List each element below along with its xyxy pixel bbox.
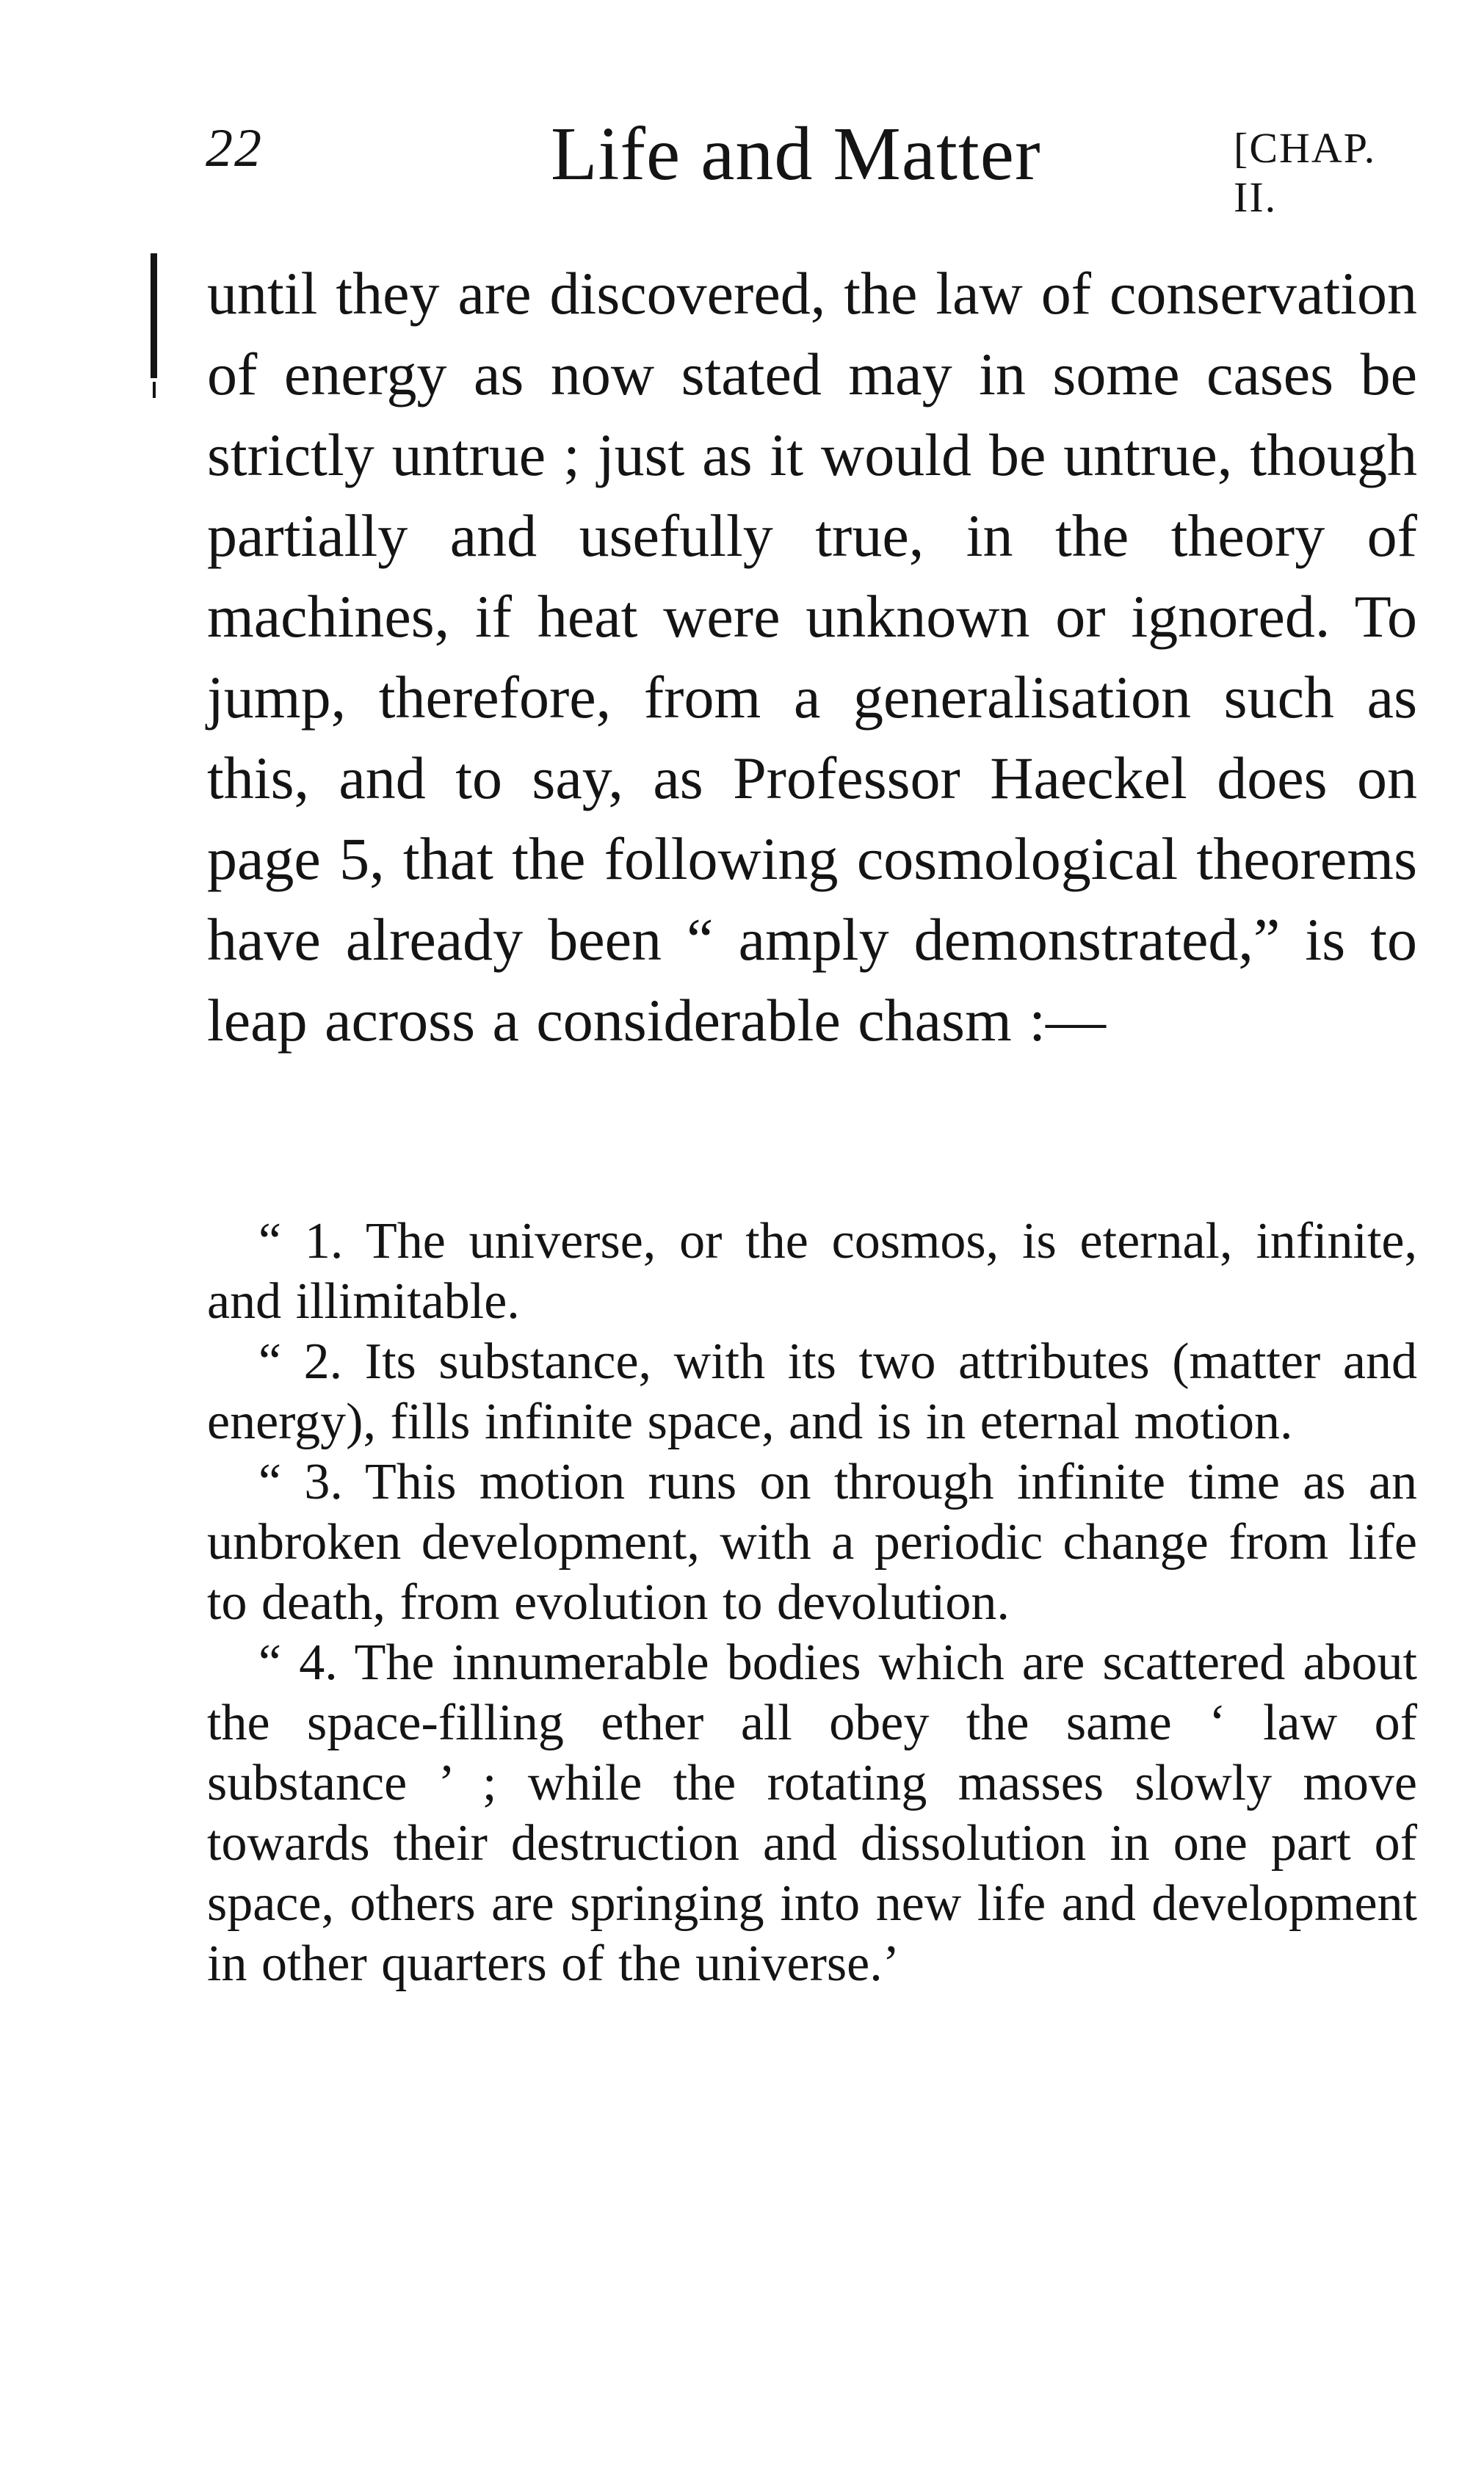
main-paragraph: until they are discovered, the law of conservation of energy as now stated may in some cases be strictly untrue ; just as it would be untrue, though partially and usefully true, in the theory of machines, if heat were unknown or ignored. To jump, therefore, from a generalisation such as this, and to say, as Professor Haeckel does on page 5, that the following cosmological theorems have already been “ amply demonstrated,” is to leap across a considerable chasm :— [207,260,1417,1054]
theorem-4: “ 4. The innumerable bodies which are scattered about the space-filling ether all obey the same ‘ law of substance ’ ; while the rotating masses slowly move towards their destruction and dissolution in one part of space, others are springing into new life and development in other quarters of the universe.’ [207,1634,1417,1992]
quoted-theorems [207,1212,1417,1994]
margin-mark [151,253,157,378]
chapter-reference: [CHAP. II. [1234,124,1377,221]
theorem-3: “ 3. This motion runs on through infinite time as an unbroken development, with a periodic change from life to death, from evolution to devolution. [207,1454,1417,1631]
page-header [206,110,1425,221]
body-text [207,253,1417,1061]
margin-mark-dot [153,382,156,398]
theorem-1: “ 1. The universe, or the cosmos, is eternal, infinite, and illimitable. [207,1213,1417,1330]
theorem-2: “ 2. Its substance, with its two attributes (matter and energy), fills infinite space, and is in eternal motion. [207,1333,1417,1450]
page-number: 22 [206,118,263,178]
running-title: Life and Matter [551,112,1041,196]
